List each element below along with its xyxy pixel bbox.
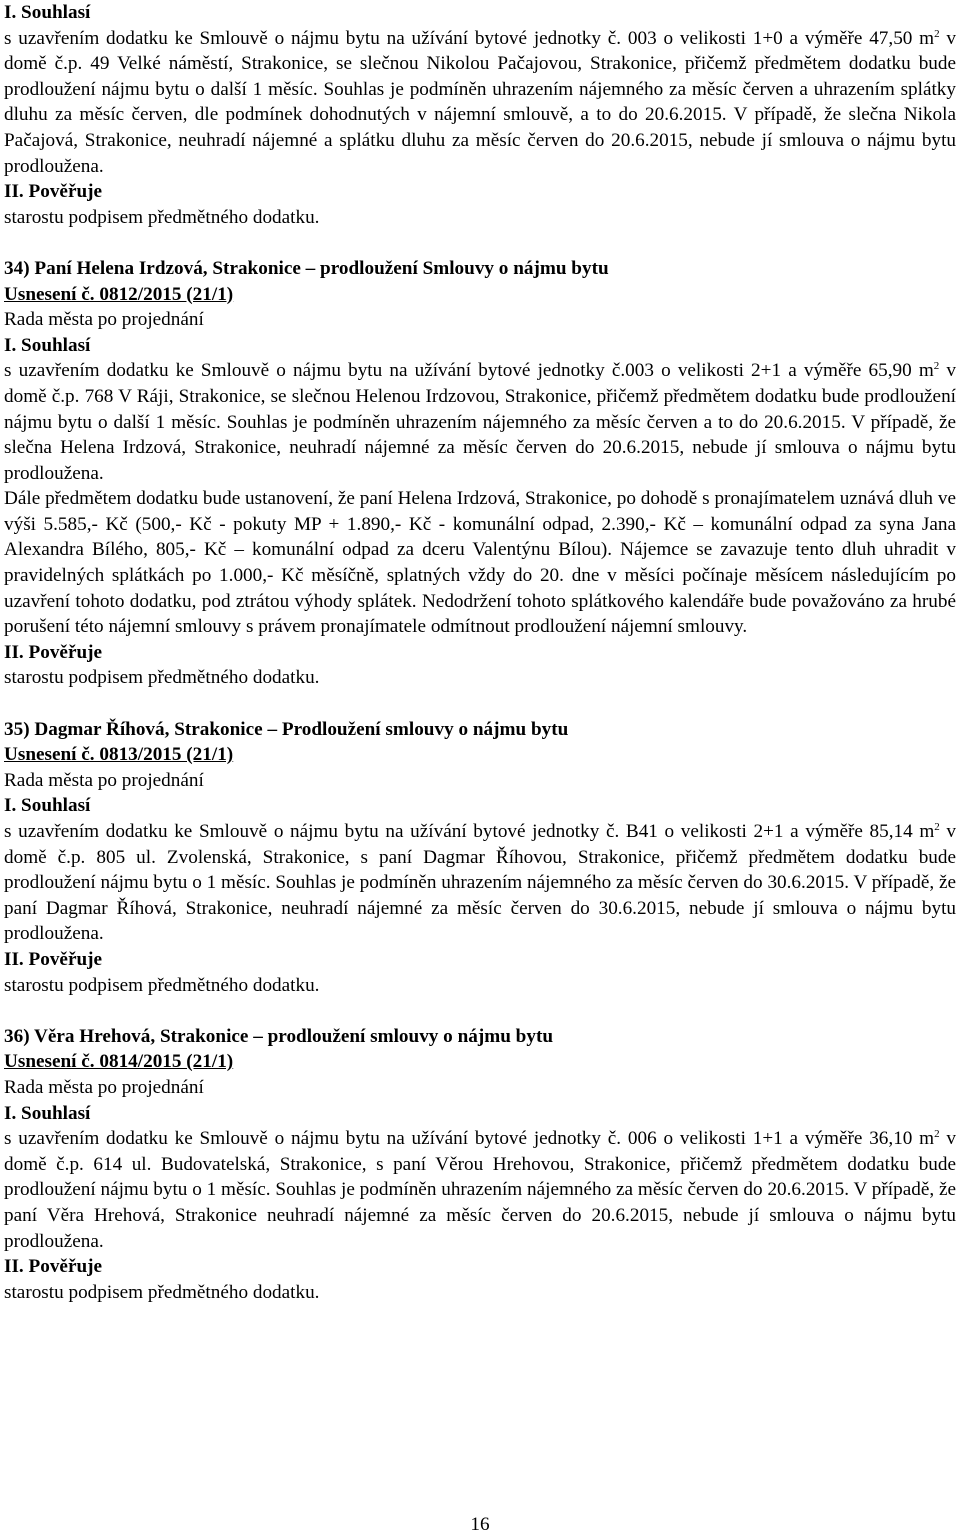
souhlasi-heading: I. Souhlasí (4, 334, 91, 356)
souhlasi-heading: I. Souhlasí (4, 1102, 91, 1124)
resolution-body (4, 819, 956, 947)
starosta-text: starostu podpisem předmětného dodatku. (4, 974, 320, 996)
intro-sup: 2 (934, 27, 940, 40)
poveruje-heading: II. Pověřuje (4, 1256, 103, 1278)
poveruje-heading: II. Pověřuje (4, 948, 103, 970)
resolution-title: 36) Věra Hrehová, Strakonice – prodloužení smlouvy o nájmu bytu (4, 1025, 554, 1047)
starosta-text: starostu podpisem předmětného dodatku. (4, 1281, 320, 1303)
page-number: 16 (470, 1514, 490, 1535)
resolution-title: 34) Paní Helena Irdzová, Strakonice – prodloužení Smlouvy o nájmu bytu (4, 257, 609, 279)
intro-body-a: s uzavřením dodatku ke Smlouvě o nájmu bytu na užívání bytové jednotky č. 003 o velikosti 1+0 a výměře 47,50 m (4, 27, 935, 49)
resolution-body-b: v domě č.p. 614 ul. Budovatelská, Strakonice, s paní Věrou Hrehovou, Strakonice, přičemž předmětem dodatku bude prodloužení nájmu bytu o 1 měsíc. Souhlas je podmíněn uhrazením nájemného za měsíc červen do 20.6.2015. V případě, že paní Věra Hrehová, Strakonice neuhradí nájemné za měsíc červen do 20.6.2015, nebude jí smlouva o nájmu bytu prodloužena. (4, 1128, 957, 1252)
resolution-extra: Dále předmětem dodatku bude ustanovení, že paní Helena Irdzová, Strakonice, po dohodě s pronajímatelem uznává dluh ve výši 5.585,- Kč (500,- Kč - pokuty MP + 1.890,- Kč - komunální odpad, 2.390,- Kč – komunální odpad za syna Jana Alexandra Bílého, 805,- Kč – komunální odpad za dceru Valentýnu Bílou). Nájemce se zavazuje tento dluh uhradit v pravidelných splátkách po 1.000,- Kč měsíčně, splatných vždy do 20. dne v měsíci počínaje měsícem následujícím po uzavření tohoto dodatku, pod ztrátou výhody splátek. Nedodržení tohoto splátkového kalendáře bude považováno za hrubé porušení této nájemní smlouvy s právem pronajímatele odmítnout prodloužení nájemní smlouvy. (4, 488, 956, 638)
resolution-body-a: s uzavřením dodatku ke Smlouvě o nájmu bytu na užívání bytové jednotky č. 006 o velikosti 1+1 a výměře 36,10 m (4, 1128, 935, 1150)
resolution-sup: 2 (933, 360, 940, 373)
document-page (4, 0, 956, 1305)
resolution-35 (4, 717, 956, 999)
intro-section (4, 0, 956, 230)
intro-body-b: v domě č.p. 49 Velké náměstí, Strakonice, se slečnou Nikolou Pačajovou, Strakonice, přičemž předmětem dodatku bude prodloužení nájmu bytu o další 1 měsíc. Souhlas je podmíněn uhrazením nájemného za měsíc červen a uhrazením splátky dluhu za měsíc červen, dle podmínek dohodnutých v nájemní smlouvě, a to do 20.6.2015. V případě, že slečna Nikola Pačajová, Strakonice, neuhradí nájemné a splátku dluhu za měsíc červen do 20.6.2015, nebude jí smlouva o nájmu bytu prodloužena. (4, 27, 957, 177)
resolution-34 (4, 256, 956, 691)
intro-souhlasi-heading: I. Souhlasí (4, 2, 91, 23)
resolution-body (4, 358, 956, 486)
intro-body (4, 26, 956, 180)
resolution-number: Usnesení č. 0814/2015 (21/1) (4, 1051, 234, 1073)
intro-poveruje-heading: II. Pověřuje (4, 181, 103, 203)
resolution-number: Usnesení č. 0812/2015 (21/1) (4, 283, 234, 305)
resolution-sup: 2 (934, 1128, 940, 1141)
intro-starosta-text: starostu podpisem předmětného dodatku. (4, 206, 320, 228)
resolution-body-a: s uzavřením dodatku ke Smlouvě o nájmu bytu na užívání bytové jednotky č.003 o velikosti 2+1 a výměře 65,90 m (4, 360, 934, 382)
rada-text: Rada města po projednání (4, 769, 204, 791)
resolution-36 (4, 1024, 956, 1306)
starosta-text: starostu podpisem předmětného dodatku. (4, 667, 320, 689)
rada-text: Rada města po projednání (4, 1076, 204, 1098)
resolution-body-b: v domě č.p. 768 V Ráji, Strakonice, se slečnou Helenou Irdzovou, Strakonice, přičemž předmětem dodatku bude prodloužení nájmu bytu o další 1 měsíc. Souhlas je podmíněn uhrazením nájemného za měsíc červen a to do 20.6.2015. V případě, že slečna Helena Irdzová, Strakonice, neuhradí nájemné za měsíc červen do 20.6.2015, nebude jí smlouva o nájmu bytu prodloužena. (4, 360, 956, 484)
resolution-number: Usnesení č. 0813/2015 (21/1) (4, 744, 234, 766)
resolution-title: 35) Dagmar Říhová, Strakonice – Prodloužení smlouvy o nájmu bytu (4, 718, 569, 740)
resolution-body (4, 1126, 956, 1254)
souhlasi-heading: I. Souhlasí (4, 795, 91, 817)
resolution-body-b: v domě č.p. 805 ul. Zvolenská, Strakonice, s paní Dagmar Říhovou, Strakonice, přičemž předmětem dodatku bude prodloužení nájmu bytu o 1 měsíc. Souhlas je podmíněn uhrazením nájemného za měsíc červen do 30.6.2015. V případě, že paní Dagmar Říhová, Strakonice, neuhradí nájemné za měsíc červen do 30.6.2015, nebude jí smlouva o nájmu bytu prodloužena. (4, 821, 957, 945)
resolution-sup: 2 (934, 821, 940, 833)
resolution-body-a: s uzavřením dodatku ke Smlouvě o nájmu bytu na užívání bytové jednotky č. B41 o velikosti 2+1 a výměře 85,14 m (4, 821, 935, 842)
rada-text: Rada města po projednání (4, 309, 204, 331)
poveruje-heading: II. Pověřuje (4, 641, 103, 663)
